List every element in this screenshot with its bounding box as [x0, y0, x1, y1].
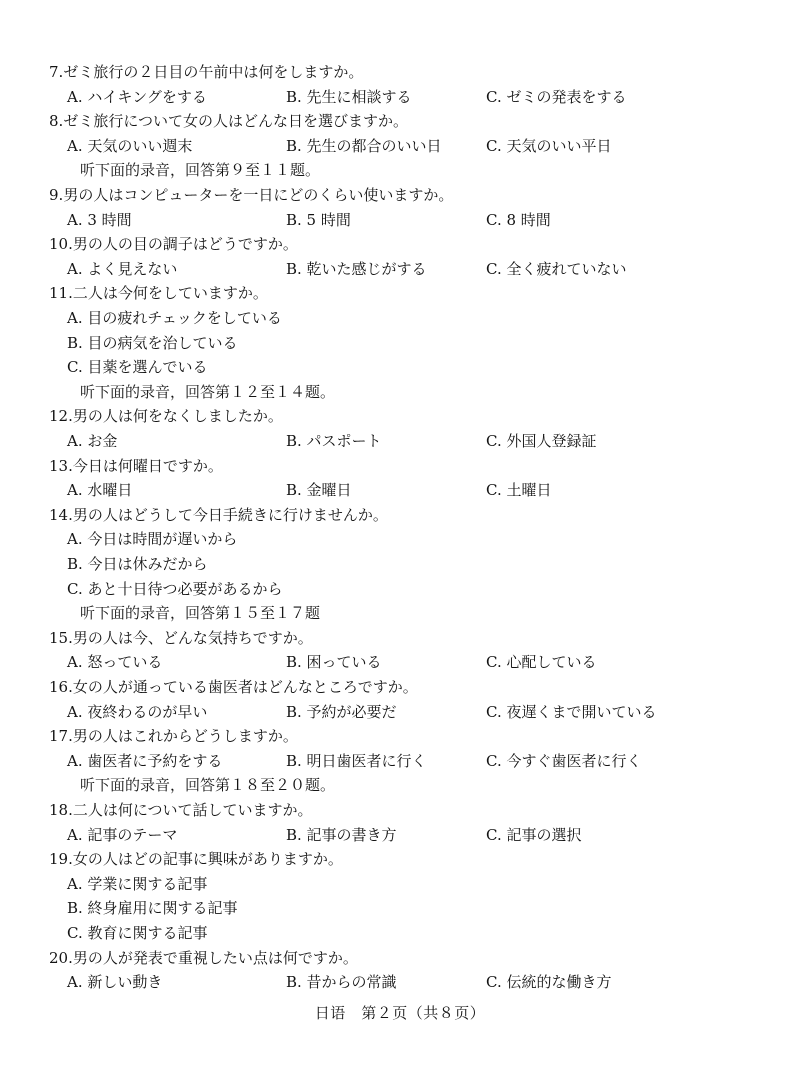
answer-option[interactable]: C. 伝統的な働き方	[486, 973, 612, 992]
question-text	[49, 847, 343, 871]
answer-option[interactable]: A. よく見えない	[67, 259, 178, 278]
question-stem	[0, 724, 800, 748]
answer-option[interactable]: C. あと十日待つ必要があるから	[67, 579, 283, 598]
option-line	[0, 527, 800, 551]
answer-option[interactable]: B. 先生に相談する	[286, 87, 412, 106]
question-stem	[0, 404, 800, 428]
answer-option[interactable]: C. ゼミの発表をする	[486, 87, 627, 106]
question-prompt: 男の人が発表で重視したい点は何ですか。	[72, 948, 358, 967]
answer-option[interactable]: C. 全く疲れていない	[486, 259, 627, 278]
question-stem	[0, 454, 800, 478]
section-instruction: 听下面的录音，回答第９至１１题。	[80, 161, 321, 180]
question-prompt: 男の人はコンピューターを一日にどのくらい使いますか。	[63, 186, 454, 204]
options-row	[0, 749, 800, 773]
question-prompt: 二人は何について話していますか。	[72, 801, 313, 819]
answer-option[interactable]: C. 天気のいい平日	[486, 136, 612, 155]
answer-option[interactable]: B. 記事の書き方	[286, 825, 397, 844]
question-text	[49, 626, 313, 650]
answer-option[interactable]: A. 学業に関する記事	[67, 874, 208, 893]
question-prompt: 男の人は何をなくしましたか。	[72, 407, 283, 426]
options-row	[0, 85, 800, 109]
option-line	[0, 306, 800, 330]
answer-option[interactable]: C. 今すぐ歯医者に行く	[486, 751, 642, 770]
question-number: 10.	[49, 235, 73, 254]
answer-option[interactable]: C. 教育に関する記事	[67, 924, 208, 942]
answer-option[interactable]: C. 外国人登録証	[486, 432, 597, 450]
answer-option[interactable]: B. 先生の都合のいい日	[286, 136, 442, 155]
question-stem	[0, 675, 800, 699]
answer-option[interactable]: A. 夜終わるのが早い	[67, 702, 208, 721]
answer-option[interactable]: C. 夜遅くまで開いている	[486, 702, 657, 721]
question-prompt: 女の人が通っている歯医者はどんなところですか。	[72, 678, 418, 696]
question-number: 7.	[49, 63, 64, 81]
question-prompt: 男の人は今、どんな気持ちですか。	[72, 628, 313, 647]
question-text	[49, 109, 408, 133]
options-row	[0, 257, 800, 281]
option-line	[0, 577, 800, 601]
question-number: 19.	[49, 850, 73, 869]
question-text	[49, 281, 268, 305]
answer-option[interactable]: B. 目の病気を治している	[67, 333, 238, 352]
option-line	[0, 552, 800, 576]
answer-option[interactable]: A. 3 時間	[67, 210, 132, 229]
answer-option[interactable]: C. 記事の選択	[486, 825, 582, 844]
answer-option[interactable]: A. 目の疲れチェックをしている	[67, 309, 282, 327]
question-text	[49, 232, 298, 256]
question-text	[49, 454, 223, 478]
question-text	[49, 946, 358, 970]
section-instruction: 听下面的录音，回答第１５至１７题	[80, 604, 321, 623]
option-line	[0, 921, 800, 945]
section-instruction: 听下面的录音，回答第１８至２０题。	[80, 776, 336, 795]
answer-option[interactable]: A. お金	[67, 432, 118, 450]
question-stem	[0, 798, 800, 822]
answer-option[interactable]: B. 昔からの常識	[286, 973, 397, 992]
question-text	[49, 404, 283, 428]
question-text	[49, 503, 388, 527]
question-prompt: 男の人はこれからどうしますか。	[72, 727, 298, 746]
answer-option[interactable]: B. 5 時間	[286, 210, 351, 229]
question-number: 17.	[49, 727, 73, 746]
question-prompt: 男の人はどうして今日手続きに行けませんか。	[72, 505, 388, 524]
answer-option[interactable]: B. 予約が必要だ	[286, 702, 397, 721]
answer-option[interactable]: C. 目薬を選んでいる	[67, 358, 208, 377]
answer-option[interactable]: B. 終身雇用に関する記事	[67, 899, 238, 918]
question-stem	[0, 847, 800, 871]
question-text	[49, 183, 453, 207]
section-instruction-line	[0, 158, 800, 182]
question-number: 18.	[49, 801, 73, 819]
question-text	[49, 60, 363, 84]
question-stem	[0, 60, 800, 84]
answer-option[interactable]: C. 土曜日	[486, 481, 552, 500]
question-number: 14.	[49, 505, 73, 524]
options-row	[0, 429, 800, 453]
question-stem	[0, 503, 800, 527]
question-prompt: 今日は何曜日ですか。	[72, 456, 223, 475]
option-line	[0, 331, 800, 355]
answer-option[interactable]: B. 金曜日	[286, 481, 352, 500]
question-number: 13.	[49, 456, 73, 475]
answer-option[interactable]: A. 歯医者に予約をする	[67, 751, 223, 770]
option-line	[0, 872, 800, 896]
question-number: 11.	[49, 284, 73, 303]
option-line	[0, 896, 800, 920]
question-stem	[0, 626, 800, 650]
question-stem	[0, 946, 800, 970]
question-prompt: ゼミ旅行について女の人はどんな日を選びますか。	[63, 112, 409, 131]
question-number: 15.	[49, 628, 73, 647]
answer-option[interactable]: B. 困っている	[286, 653, 382, 672]
question-prompt: 女の人はどの記事に興味がありますか。	[72, 850, 343, 869]
answer-option[interactable]: A. ハイキングをする	[67, 87, 207, 106]
question-stem	[0, 232, 800, 256]
options-row	[0, 970, 800, 994]
answer-option[interactable]: A. 記事のテーマ	[67, 825, 178, 844]
answer-option[interactable]: C. 心配している	[486, 653, 597, 672]
question-stem	[0, 183, 800, 207]
options-row	[0, 208, 800, 232]
question-number: 16.	[49, 678, 73, 696]
question-stem	[0, 109, 800, 133]
answer-option[interactable]: A. 怒っている	[67, 653, 163, 672]
question-stem	[0, 281, 800, 305]
answer-option[interactable]: C. 8 時間	[486, 210, 551, 229]
question-number: 20.	[49, 948, 73, 967]
answer-option[interactable]: A. 新しい動き	[67, 973, 163, 992]
answer-option[interactable]: A. 水曜日	[67, 481, 133, 500]
section-instruction-line	[0, 773, 800, 797]
answer-option[interactable]: A. 天気のいい週末	[67, 136, 193, 155]
question-prompt: 二人は今何をしていますか。	[72, 284, 268, 303]
answer-option[interactable]: B. パスポート	[286, 432, 382, 450]
answer-option[interactable]: A. 今日は時間が遅いから	[67, 530, 238, 549]
answer-option[interactable]: B. 乾いた感じがする	[286, 259, 427, 278]
question-prompt: ゼミ旅行の２日目の午前中は何をしますか。	[63, 63, 364, 81]
question-text	[49, 724, 298, 748]
question-number: 9.	[49, 186, 64, 204]
answer-option[interactable]: B. 明日歯医者に行く	[286, 751, 427, 770]
question-prompt: 男の人の目の調子はどうですか。	[72, 235, 298, 254]
options-row	[0, 478, 800, 502]
options-row	[0, 823, 800, 847]
option-line	[0, 355, 800, 379]
options-row	[0, 700, 800, 724]
options-row	[0, 650, 800, 674]
question-text	[49, 675, 418, 699]
section-instruction-line	[0, 380, 800, 404]
answer-option[interactable]: B. 今日は休みだから	[67, 555, 208, 573]
page-footer: 日语 第２页（共８页）	[314, 1004, 486, 1022]
question-number: 12.	[49, 407, 73, 426]
options-row	[0, 134, 800, 158]
question-text	[49, 798, 313, 822]
section-instruction-line	[0, 601, 800, 625]
section-instruction: 听下面的录音，回答第１２至１４题。	[80, 382, 336, 401]
question-number: 8.	[49, 112, 64, 131]
